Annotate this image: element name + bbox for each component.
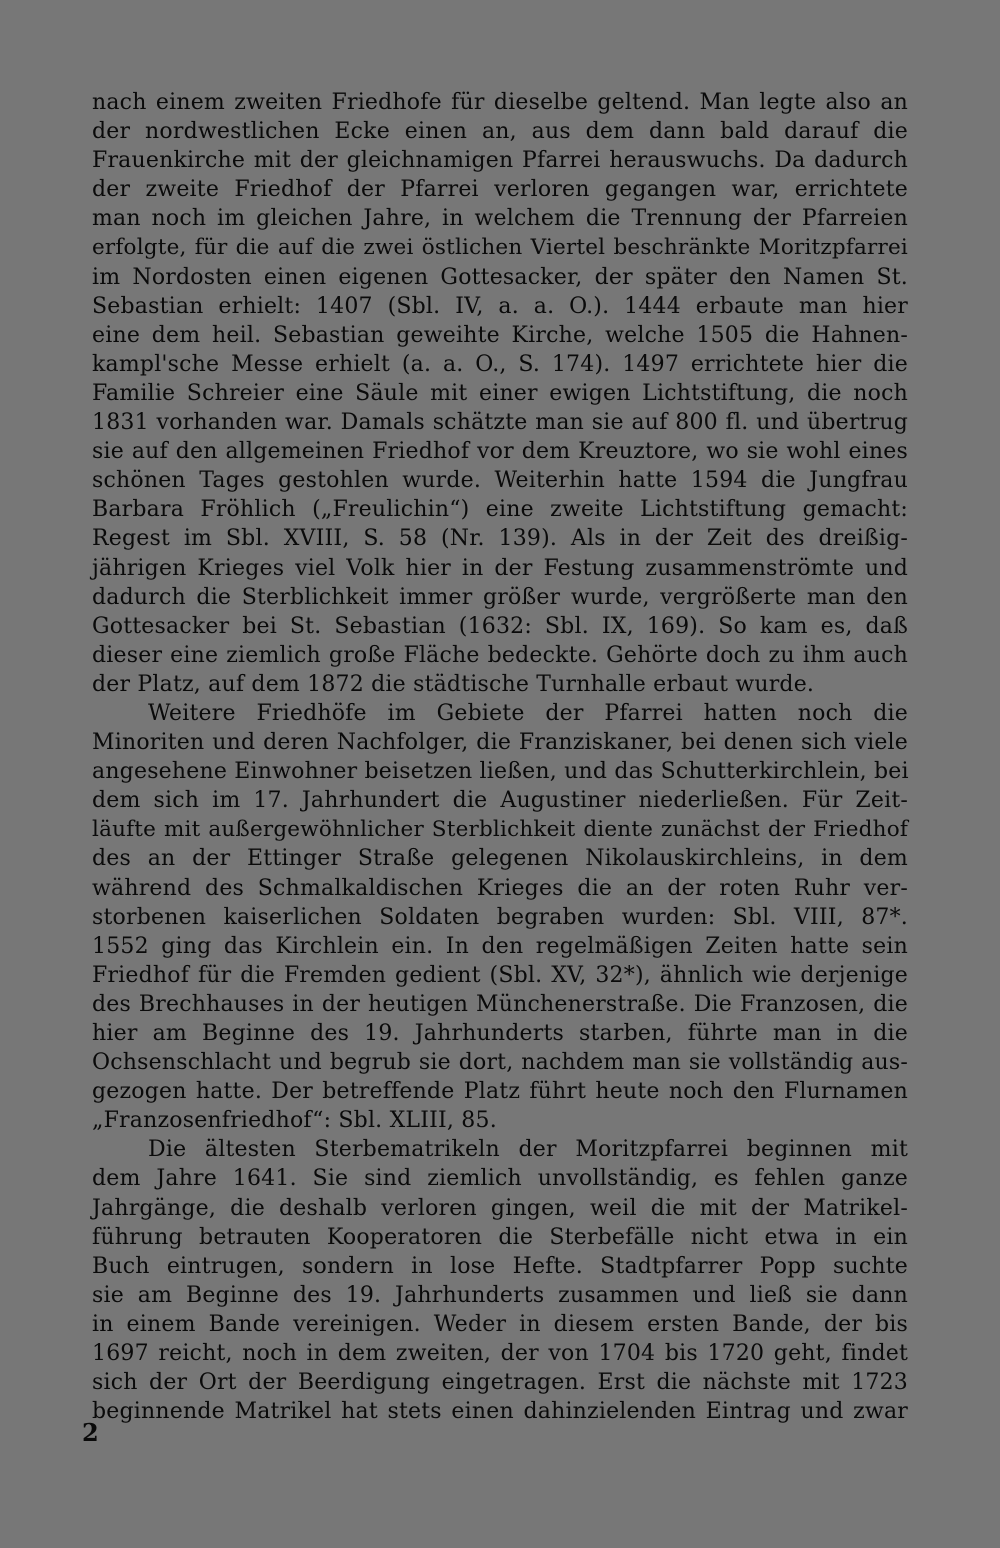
text-line: 1552 ging das Kirchlein ein. In den regelmäßigen Zeiten hatte sein [92, 933, 908, 959]
text-line: kampl'sche Messe erhielt (a. a. O., S. 174). 1497 errichtete hier die [92, 351, 908, 377]
text-line: erfolgte, für die auf die zwei östlichen Viertel beschränkte Moritzpfarrei [92, 235, 908, 261]
text-line: läufte mit außergewöhnlicher Sterblichkeit diente zunächst der Friedhof [92, 817, 908, 843]
text-line: 1697 reicht, noch in dem zweiten, der von 1704 bis 1720 geht, findet [92, 1341, 908, 1367]
text-line: Die ältesten Sterbematrikeln der Moritzpfarrei beginnen mit [148, 1137, 908, 1163]
text-line: hier am Beginne des 19. Jahrhunderts starben, führte man in die [92, 1021, 908, 1046]
text-line: sie am Beginne des 19. Jahrhunderts zusammen und ließ sie dann [92, 1282, 908, 1308]
text-line: dem Jahre 1641. Sie sind ziemlich unvollständig, es fehlen ganze [92, 1166, 908, 1192]
text-line: gezogen hatte. Der betreffende Platz führt heute noch den Flurnamen [92, 1079, 908, 1105]
text-line: storbenen kaiserlichen Soldaten begraben wurden: Sbl. VIII, 87*. [92, 904, 908, 930]
text-line: 1831 vorhanden war. Damals schätzte man sie auf 800 fl. und übertrug [92, 410, 908, 436]
text-line: während des Schmalkaldischen Krieges die an der roten Ruhr ver- [92, 875, 908, 901]
text-line: Barbara Fröhlich („Freulichin“) eine zweite Lichtstiftung gemacht: [92, 497, 908, 523]
text-line: angesehene Einwohner beisetzen ließen, und das Schutterkirchlein, bei [92, 759, 909, 785]
text-line: Gottesacker bei St. Sebastian (1632: Sbl. IX, 169). So kam es, daß [92, 613, 908, 639]
body-text [92, 88, 908, 1426]
text-line: dieser eine ziemlich große Fläche bedeckte. Gehörte doch zu ihm auch [92, 642, 908, 668]
text-line: Friedhof für die Fremden gedient (Sbl. XV, 32*), ähnlich wie derjenige [92, 962, 908, 988]
text-line: der zweite Friedhof der Pfarrei verloren gegangen war, errichtete [92, 177, 908, 203]
text-line: dem sich im 17. Jahrhundert die Augustiner niederließen. Für Zeit- [92, 788, 908, 814]
text-line: Familie Schreier eine Säule mit einer ewigen Lichtstiftung, die noch [92, 380, 908, 406]
text-line: Frauenkirche mit der gleichnamigen Pfarrei herauswuchs. Da dadurch [92, 148, 908, 174]
text-line: Sebastian erhielt: 1407 (Sbl. IV, a. a. O.). 1444 erbaute man hier [92, 293, 908, 319]
text-line: dadurch die Sterblichkeit immer größer wurde, vergrößerte man den [92, 584, 908, 610]
text-line: der Platz, auf dem 1872 die städtische Turnhalle erbaut wurde. [92, 671, 815, 697]
text-line: in einem Bande vereinigen. Weder in diesem ersten Bande, der bis [92, 1311, 908, 1337]
text-line: des an der Ettinger Straße gelegenen Nikolauskirchleins, in dem [92, 846, 908, 872]
text-line: nach einem zweiten Friedhofe für dieselbe geltend. Man legte also an [92, 90, 908, 115]
text-line: sich der Ort der Beerdigung eingetragen. Erst die nächste mit 1723 [92, 1370, 908, 1396]
text-line: Minoriten und deren Nachfolger, die Franziskaner, bei denen sich viele [92, 730, 908, 756]
text-line: schönen Tages gestohlen wurde. Weiterhin hatte 1594 die Jungfrau [92, 468, 908, 494]
text-line: beginnende Matrikel hat stets einen dahinzielenden Eintrag und zwar [92, 1399, 908, 1425]
text-line: jährigen Krieges viel Volk hier in der Festung zusammenströmte und [92, 555, 908, 581]
text-line: Buch eintrugen, sondern in lose Hefte. Stadtpfarrer Popp suchte [92, 1253, 908, 1279]
page-number: 2 [82, 1418, 99, 1447]
text-line: des Brechhauses in der heutigen Münchenerstraße. Die Franzosen, die [92, 991, 908, 1017]
text-line: Jahrgänge, die deshalb verloren gingen, weil die mit der Matrikel- [92, 1195, 908, 1221]
text-line: führung betrauten Kooperatoren die Sterbefälle nicht etwa in ein [92, 1224, 908, 1250]
text-line: man noch im gleichen Jahre, in welchem die Trennung der Pfarreien [92, 206, 908, 232]
text-line: sie auf den allgemeinen Friedhof vor dem Kreuztore, wo sie wohl eines [92, 439, 908, 465]
text-line: der nordwestlichen Ecke einen an, aus dem dann bald darauf die [92, 119, 908, 145]
text-line: eine dem heil. Sebastian geweihte Kirche, welche 1505 die Hahnen- [92, 322, 908, 348]
text-line: Weitere Friedhöfe im Gebiete der Pfarrei hatten noch die [148, 700, 908, 726]
text-line: Regest im Sbl. XVIII, S. 58 (Nr. 139). Als in der Zeit des dreißig- [92, 526, 908, 552]
text-line: „Franzosenfriedhof“: Sbl. XLIII, 85. [92, 1108, 497, 1134]
text-line: Ochsenschlacht und begrub sie dort, nachdem man sie vollständig aus- [92, 1050, 908, 1076]
text-line: im Nordosten einen eigenen Gottesacker, der später den Namen St. [92, 264, 908, 290]
